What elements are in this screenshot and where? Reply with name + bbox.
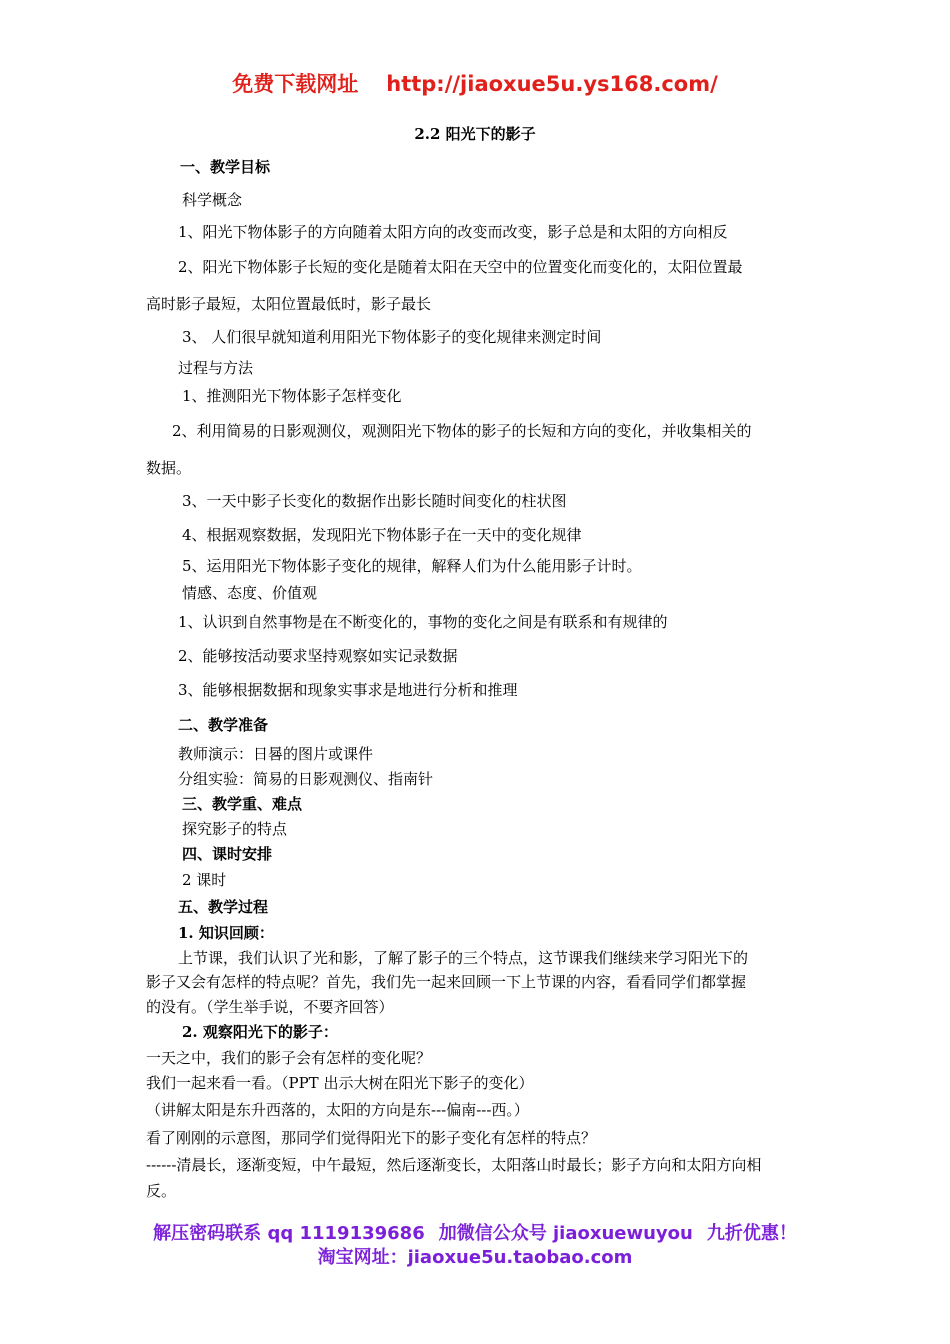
paragraph-line: ------清晨长，逐渐变短，中午最短，然后逐渐变长，太阳落山时最长；影子方向和太阳方向相 — [146, 1156, 762, 1174]
subsection-heading: 情感、态度、价值观 — [182, 584, 318, 602]
subsection-heading: 2. 观察阳光下的影子： — [182, 1023, 338, 1041]
paragraph-line: 2、能够按活动要求坚持观察如实记录数据 — [178, 647, 458, 665]
taobao-url-link[interactable]: 淘宝网址：jiaoxue5u.taobao.com — [317, 1247, 633, 1268]
paragraph-line: 影子又会有怎样的特点呢？首先，我们先一起来回顾一下上节课的内容，看看同学们都掌握 — [146, 973, 747, 991]
paragraph-line: 5、运用阳光下物体影子变化的规律，解释人们为什么能用影子计时。 — [182, 557, 642, 575]
password-contact-text: 解压密码联系 qq 1119139686 — [153, 1223, 425, 1244]
paragraph-line: 探究影子的特点 — [182, 820, 288, 838]
download-label: 免费下载网址 — [232, 72, 359, 96]
paragraph-line: 3、 人们很早就知道利用阳光下物体影子的变化规律来测定时间 — [182, 328, 602, 346]
paragraph-line: 分组实验：简易的日影观测仪、指南针 — [178, 770, 434, 788]
section-heading: 二、教学准备 — [178, 716, 269, 734]
subsection-heading: 1. 知识回顾： — [178, 924, 274, 942]
paragraph-line: 教师演示：日晷的图片或课件 — [178, 745, 374, 763]
paragraph-line: 上节课，我们认识了光和影，了解了影子的三个特点，这节课我们继续来学习阳光下的 — [178, 949, 749, 967]
page-title: 2.2 阳光下的影子 — [414, 125, 536, 143]
paragraph-line: 高时影子最短，太阳位置最低时，影子最长 — [146, 295, 432, 313]
paragraph-line: 看了刚刚的示意图，那同学们觉得阳光下的影子变化有怎样的特点？ — [146, 1129, 597, 1147]
paragraph-line: 1、认识到自然事物是在不断变化的，事物的变化之间是有联系和有规律的 — [178, 613, 668, 631]
taobao-footer — [0, 1243, 950, 1269]
paragraph-line: 反。 — [146, 1182, 177, 1200]
paragraph-line: 2、阳光下物体影子长短的变化是随着太阳在天空中的位置变化而变化的，太阳位置最 — [178, 258, 743, 276]
paragraph-line: （讲解太阳是东升西落的，太阳的方向是东---偏南---西。） — [146, 1101, 529, 1119]
section-heading: 一、教学目标 — [180, 158, 271, 176]
download-url-link[interactable]: http://jiaoxue5u.ys168.com/ — [386, 72, 718, 96]
paragraph-line: 1、阳光下物体影子的方向随着太阳方向的改变而改变，影子总是和太阳的方向相反 — [178, 223, 728, 241]
paragraph-line: 3、能够根据数据和现象实事求是地进行分析和推理 — [178, 681, 518, 699]
paragraph-line: 的没有。（学生举手说，不要齐回答） — [146, 998, 394, 1016]
paragraph-line: 我们一起来看一看。（PPT 出示大树在阳光下影子的变化） — [146, 1074, 534, 1092]
paragraph-line: 2、利用简易的日影观测仪，观测阳光下物体的影子的长短和方向的变化，并收集相关的 — [172, 422, 752, 440]
section-heading: 五、教学过程 — [178, 898, 269, 916]
paragraph-line: 4、根据观察数据，发现阳光下物体影子在一天中的变化规律 — [182, 526, 582, 544]
paragraph-line: 3、一天中影子长变化的数据作出影长随时间变化的柱状图 — [182, 492, 567, 510]
discount-text: 九折优惠！ — [706, 1223, 797, 1244]
paragraph-line: 1、推测阳光下物体影子怎样变化 — [182, 387, 402, 405]
wechat-account-text: 加微信公众号 jiaoxuewuyou — [438, 1223, 693, 1244]
subsection-heading: 过程与方法 — [178, 359, 254, 377]
paragraph-line: 2 课时 — [182, 871, 227, 889]
contact-footer — [0, 1219, 950, 1245]
paragraph-line: 数据。 — [146, 459, 192, 477]
section-heading: 四、课时安排 — [182, 845, 273, 863]
download-banner — [0, 68, 950, 98]
section-heading: 三、教学重、难点 — [182, 795, 303, 813]
subsection-heading: 科学概念 — [182, 191, 243, 209]
paragraph-line: 一天之中，我们的影子会有怎样的变化呢？ — [146, 1049, 432, 1067]
